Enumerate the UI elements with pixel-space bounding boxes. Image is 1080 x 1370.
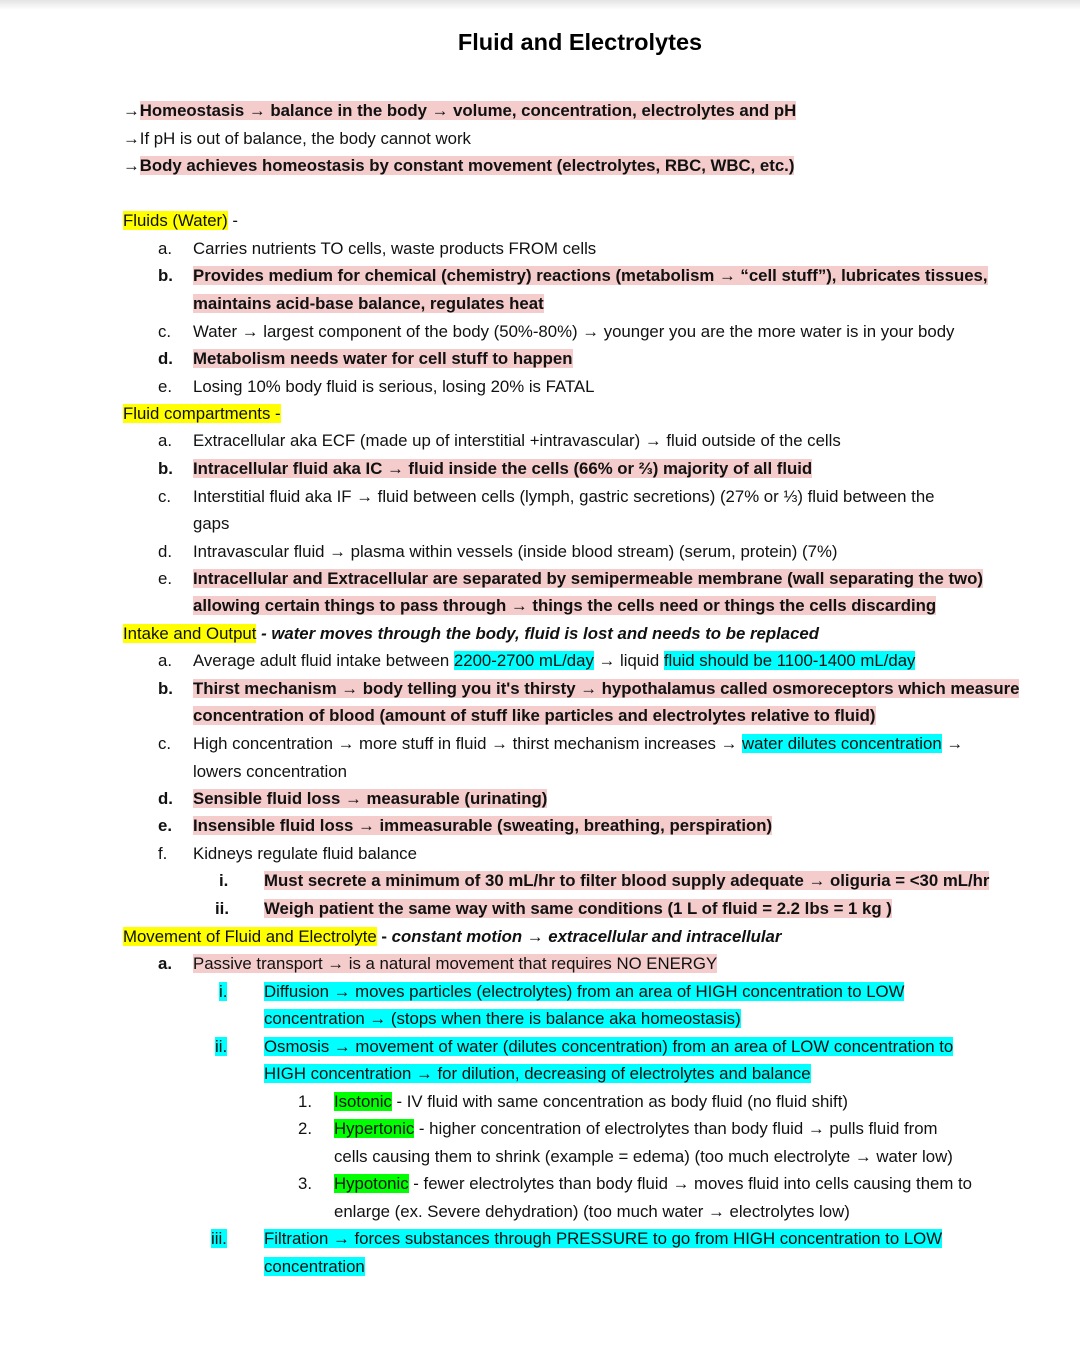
list-marker: e. bbox=[158, 569, 172, 588]
section-subtitle: - water moves through the body, fluid is lost and needs to be replaced bbox=[256, 624, 819, 643]
list-item: Passive transport → is a natural movement that requires NO ENERGY bbox=[193, 954, 718, 973]
list-marker: i. bbox=[219, 982, 228, 1001]
list-item: Weigh patient the same way with same conditions (1 L of fluid = 2.2 lbs = 1 kg ) bbox=[264, 899, 892, 918]
list-item: Metabolism needs water for cell stuff to happen bbox=[193, 349, 573, 368]
term-isotonic: Isotonic bbox=[334, 1092, 392, 1111]
list-marker: d. bbox=[158, 542, 172, 561]
list-item: Hypotonic - fewer electrolytes than body fluid → moves fluid into cells causing them to bbox=[334, 1174, 972, 1193]
list-marker: a. bbox=[158, 239, 172, 258]
list-item: Insensible fluid loss → immeasurable (sweating, breathing, perspiration) bbox=[193, 816, 773, 835]
list-marker: d. bbox=[158, 349, 173, 368]
list-item: Losing 10% body fluid is serious, losing 20% is FATAL bbox=[193, 377, 595, 396]
list-item-cont: gaps bbox=[193, 514, 230, 533]
list-marker: a. bbox=[158, 651, 172, 670]
intro-text: Homeostasis → balance in the body → volume, concentration, electrolytes and pH bbox=[139, 101, 797, 120]
list-item: High concentration → more stuff in fluid → thirst mechanism increases → water dilutes concentration → bbox=[193, 734, 964, 753]
section-heading-movement: Movement of Fluid and Electrolyte - constant motion → extracellular and intracellular bbox=[123, 927, 782, 946]
list-item-cont: enlarge (ex. Severe dehydration) (too much water → electrolytes low) bbox=[334, 1202, 850, 1221]
list-marker: a. bbox=[158, 431, 172, 450]
list-item-cont: maintains acid-base balance, regulates heat bbox=[193, 294, 544, 313]
list-marker: f. bbox=[158, 844, 168, 863]
list-marker: d. bbox=[158, 789, 173, 808]
list-item: Intravascular fluid → plasma within vessels (inside blood stream) (serum, protein) (7%) bbox=[193, 542, 838, 561]
list-item-cont: concentration → (stops when there is balance aka homeostasis) bbox=[264, 1009, 741, 1028]
list-item-cont: concentration of blood (amount of stuff like particles and electrolytes relative to fluid) bbox=[193, 706, 876, 725]
list-marker: ii. bbox=[215, 899, 229, 918]
list-marker: 3. bbox=[298, 1174, 312, 1193]
section-heading-fluids: Fluids (Water) - bbox=[123, 211, 239, 230]
intro-text: If pH is out of balance, the body cannot work bbox=[139, 129, 471, 148]
list-item: Must secrete a minimum of 30 mL/hr to filter blood supply adequate → oliguria = <30 mL/hr bbox=[264, 871, 990, 890]
list-item: Intracellular and Extracellular are separated by semipermeable membrane (wall separating the two) bbox=[193, 569, 983, 588]
section-heading-intake: Intake and Output - water moves through the body, fluid is lost and needs to be replaced bbox=[123, 624, 819, 643]
list-item: Hypertonic - higher concentration of electrolytes than body fluid → pulls fluid from bbox=[334, 1119, 938, 1138]
list-item: Water → largest component of the body (50%-80%) → younger you are the more water is in your body bbox=[193, 322, 955, 341]
list-item-cont: allowing certain things to pass through → things the cells need or things the cells discarding bbox=[193, 596, 937, 615]
term-hypertonic: Hypertonic bbox=[334, 1119, 415, 1138]
term-hypotonic: Hypotonic bbox=[334, 1174, 409, 1193]
list-marker: c. bbox=[158, 734, 172, 753]
list-item: Thirst mechanism → body telling you it's thirsty → hypothalamus called osmoreceptors which measure bbox=[193, 679, 1020, 698]
intro-line-2: →If pH is out of balance, the body cannot work bbox=[123, 129, 471, 148]
list-marker: 2. bbox=[298, 1119, 312, 1138]
intro-line-3: →Body achieves homeostasis by constant movement (electrolytes, RBC, WBC, etc.) bbox=[123, 156, 795, 175]
list-item: Osmosis → movement of water (dilutes concentration) from an area of LOW concentration to bbox=[264, 1037, 954, 1056]
list-item-cont: cells causing them to shrink (example = edema) (too much electrolyte → water low) bbox=[334, 1147, 953, 1166]
list-marker: e. bbox=[158, 816, 172, 835]
list-item: Kidneys regulate fluid balance bbox=[193, 844, 417, 863]
list-marker: i. bbox=[219, 871, 229, 890]
list-marker: c. bbox=[158, 322, 172, 341]
list-item: Carries nutrients TO cells, waste products FROM cells bbox=[193, 239, 597, 258]
list-marker: iii. bbox=[211, 1229, 227, 1248]
list-marker: c. bbox=[158, 487, 172, 506]
list-item: Intracellular fluid aka IC → fluid inside the cells (66% or ⅔) majority of all fluid bbox=[193, 459, 813, 478]
list-marker: a. bbox=[158, 954, 172, 973]
top-edge-shadow bbox=[0, 0, 1080, 10]
list-item: Sensible fluid loss → measurable (urinating) bbox=[193, 789, 548, 808]
list-item: Diffusion → moves particles (electrolytes) from an area of HIGH concentration to LOW bbox=[264, 982, 905, 1001]
list-item: Provides medium for chemical (chemistry) reactions (metabolism → “cell stuff”), lubricates tissues, bbox=[193, 266, 988, 285]
list-marker: ii. bbox=[215, 1037, 228, 1056]
intro-line-1: →Homeostasis → balance in the body → volume, concentration, electrolytes and pH bbox=[123, 101, 797, 120]
list-marker: e. bbox=[158, 377, 172, 396]
intro-text: Body achieves homeostasis by constant movement (electrolytes, RBC, WBC, etc.) bbox=[139, 156, 795, 175]
list-item-cont: HIGH concentration → for dilution, decreasing of electrolytes and balance bbox=[264, 1064, 811, 1083]
section-heading-compartments: Fluid compartments - bbox=[123, 404, 281, 423]
list-item: Interstitial fluid aka IF → fluid between cells (lymph, gastric secretions) (27% or ⅓) fluid between the bbox=[193, 487, 935, 506]
list-item: Isotonic - IV fluid with same concentration as body fluid (no fluid shift) bbox=[334, 1092, 848, 1111]
list-marker: 1. bbox=[298, 1092, 312, 1111]
list-marker: b. bbox=[158, 459, 173, 478]
list-item-cont: lowers concentration bbox=[193, 762, 347, 781]
list-item-cont: concentration bbox=[264, 1257, 365, 1276]
list-item: Extracellular aka ECF (made up of interstitial +intravascular) → fluid outside of the cells bbox=[193, 431, 841, 450]
list-marker: b. bbox=[158, 679, 173, 698]
list-marker: b. bbox=[158, 266, 173, 285]
list-item: Average adult fluid intake between 2200-2700 mL/day → liquid fluid should be 1100-1400 mL/day bbox=[193, 651, 916, 670]
page-title: Fluid and Electrolytes bbox=[457, 29, 703, 55]
section-subtitle: constant motion → extracellular and intracellular bbox=[391, 927, 782, 946]
list-item: Filtration → forces substances through PRESSURE to go from HIGH concentration to LOW bbox=[264, 1229, 943, 1248]
